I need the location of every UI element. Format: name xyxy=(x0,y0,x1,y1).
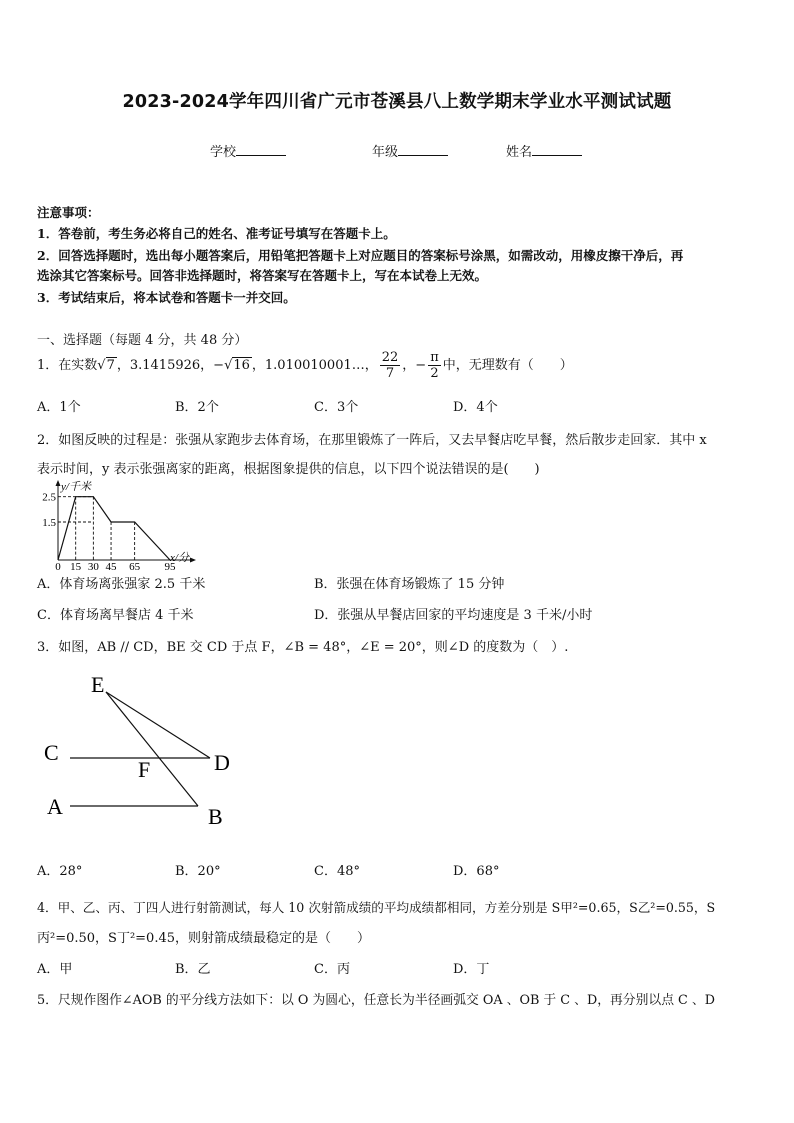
note-item: 3．考试结束后，将本试卷和答题卡一并交回。 xyxy=(37,290,296,305)
note-item: 2．回答选择题时，选出每小题答案后，用铅笔把答题卡上对应题目的答案标号涂黑，如需改动，用橡皮擦干净后，再 xyxy=(37,248,684,263)
x-tick-label: 95 xyxy=(164,561,176,570)
q4-option-a[interactable]: A．甲 xyxy=(37,962,73,977)
distance-time-graph xyxy=(30,478,210,570)
q1-text: ，3.1415926，− xyxy=(116,358,225,373)
q1-option-b[interactable]: B．2个 xyxy=(175,400,219,415)
page-title: 2023-2024学年四川省广元市苍溪县八上数学期末学业水平测试试题 xyxy=(122,92,672,112)
x-tick-label: 65 xyxy=(129,561,141,570)
y-tick-label: 1.5 xyxy=(42,517,56,529)
x-tick-label: 15 xyxy=(70,561,82,570)
graph-tick-labels xyxy=(42,492,176,570)
q4-option-c[interactable]: C．丙 xyxy=(314,962,350,977)
graph-series-line xyxy=(58,497,170,560)
point-E-label: E xyxy=(91,672,105,697)
point-C-label: C xyxy=(44,740,59,765)
q1-text: 中，无理数有（ ） xyxy=(442,358,573,373)
q2-option-b[interactable]: B．张强在体育场锻炼了 15 分钟 xyxy=(314,577,505,592)
grade-field[interactable] xyxy=(372,141,448,160)
q4-option-d[interactable]: D．丁 xyxy=(453,962,490,977)
q4-text-line2: 丙²=0.50，S丁²=0.45，则射箭成绩最稳定的是（ ） xyxy=(37,931,371,946)
q2-option-a[interactable]: A．体育场离张强家 2.5 千米 xyxy=(37,577,206,592)
point-A-label: A xyxy=(47,794,63,819)
y-axis-arrow xyxy=(56,480,61,486)
q3-option-d[interactable]: D．68° xyxy=(453,864,500,879)
x-axis-arrow xyxy=(190,558,196,563)
q2-text-line2: 表示时间，y 表示张强离家的距离，根据图象提供的信息，以下四个说法错误的是( ) xyxy=(37,462,540,477)
geometry-figure xyxy=(40,668,250,832)
q5-text-line1: 5．尺规作图作∠AOB 的平分线方法如下：以 O 为圆心，任意长为半径画弧交 OA 、OB 于 C 、D，再分别以点 C 、D xyxy=(37,993,715,1008)
fraction-22-7: $\frac{22}{7}$ xyxy=(381,350,399,381)
graph-guide-lines xyxy=(58,497,135,560)
point-F-label: F xyxy=(138,757,151,782)
q3-option-a[interactable]: A．28° xyxy=(37,864,83,879)
name-label: 姓名 xyxy=(506,145,533,160)
x-tick-label: 30 xyxy=(87,561,99,570)
x-tick-label: 45 xyxy=(105,561,117,570)
x-tick-label: 0 xyxy=(55,561,61,570)
q2-text-line1: 2．如图反映的过程是：张强从家跑步去体育场，在那里锻炼了一阵后，又去早餐店吃早餐，然后散步走回家．其中 x xyxy=(37,433,707,448)
section-heading: 一、选择题（每题 4 分，共 48 分） xyxy=(37,333,248,348)
q4-text-line1: 4．甲、乙、丙、丁四人进行射箭测试，每人 10 次射箭成绩的平均成绩都相同，方差分别是 S甲²=0.65，S乙²=0.55，S xyxy=(37,900,716,915)
segment-ED xyxy=(106,692,210,758)
school-field[interactable] xyxy=(210,141,286,160)
q3-text: 3．如图，AB // CD，BE 交 CD 于点 F，∠B = 48°，∠E = 20°，则∠D 的度数为（ ）. xyxy=(37,640,569,655)
note-item: 选涂其它答案标号。回答非选择题时，将答案写在答题卡上，写在本试卷上无效。 xyxy=(37,268,488,283)
question-1 xyxy=(37,348,573,384)
x-axis-label: x/分 xyxy=(170,552,189,564)
sqrt-16: √16 xyxy=(224,358,250,373)
q1-text: 1．在实数 xyxy=(37,358,98,373)
q2-option-d[interactable]: D．张强从早餐店回家的平均速度是 3 千米/小时 xyxy=(314,608,593,623)
notes-heading: 注意事项： xyxy=(37,205,100,220)
point-D-label: D xyxy=(214,750,230,775)
y-axis-label: y/千米 xyxy=(61,481,91,493)
q3-option-c[interactable]: C．48° xyxy=(314,864,360,879)
q1-text: ，1.010010001…， xyxy=(251,358,378,373)
q1-text: ，− xyxy=(402,358,427,373)
y-tick-label: 2.5 xyxy=(42,491,56,504)
sqrt-7: √7 xyxy=(97,358,115,373)
fraction-pi-2: $\frac{\pi}{2}$ xyxy=(430,350,439,381)
note-item: 1．答卷前，考生务必将自己的姓名、准考证号填写在答题卡上。 xyxy=(37,226,396,241)
q1-option-c[interactable]: C．3个 xyxy=(314,400,359,415)
segment-EB xyxy=(106,692,198,806)
name-field[interactable] xyxy=(506,141,582,160)
q4-option-b[interactable]: B．乙 xyxy=(175,962,211,977)
q1-option-a[interactable]: A．1个 xyxy=(37,400,81,415)
grade-label: 年级 xyxy=(372,145,399,160)
point-B-label: B xyxy=(208,804,223,829)
q3-option-b[interactable]: B．20° xyxy=(175,864,221,879)
q2-option-c[interactable]: C．体育场离早餐店 4 千米 xyxy=(37,608,194,623)
q1-option-d[interactable]: D．4个 xyxy=(453,400,498,415)
school-label: 学校 xyxy=(210,145,237,160)
